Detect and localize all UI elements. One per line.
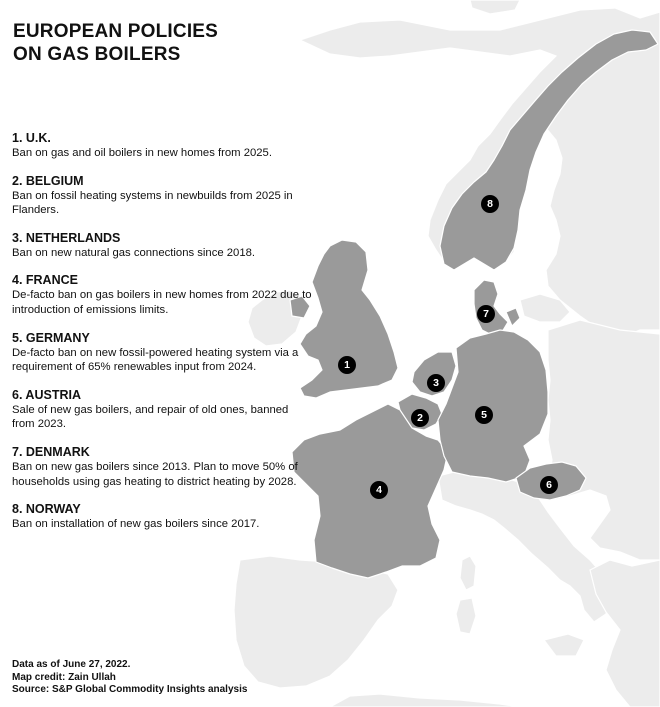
marker-uk: [338, 356, 356, 374]
policy-text: Ban on new gas boilers since 2013. Plan to move 50% of households using gas heating to district heating by 2028.: [12, 460, 298, 488]
footer-notes: [12, 659, 247, 697]
marker-belgium: [411, 409, 429, 427]
policy-name: 8. NORWAY: [12, 502, 81, 517]
source-note: Source: S&P Global Commodity Insights analysis: [12, 684, 248, 695]
svg-text:6: 6: [546, 479, 552, 491]
policy-text: De-facto ban on gas boilers in new homes from 2022 due to introduction of emissions limits.: [12, 289, 312, 316]
policy-name: 4. FRANCE: [12, 273, 78, 288]
svg-text:5: 5: [481, 409, 487, 421]
policy-norway: [12, 502, 312, 532]
policy-text: Ban on gas and oil boilers in new homes from 2025.: [12, 147, 272, 159]
marker-france: [370, 481, 388, 499]
policy-germany: [12, 331, 312, 375]
policy-text: Ban on new natural gas connections since 2018.: [12, 246, 256, 259]
policy-denmark: [12, 445, 312, 489]
policy-name: 2. BELGIUM: [12, 173, 84, 188]
policy-name: 3. NETHERLANDS: [12, 230, 121, 245]
marker-netherlands: [427, 374, 445, 392]
policy-france: [12, 273, 312, 317]
policy-uk: [12, 131, 312, 161]
marker-denmark: [477, 305, 495, 323]
marker-norway: [481, 195, 499, 213]
policy-name: 6. AUSTRIA: [12, 387, 81, 402]
marker-austria: [540, 476, 558, 494]
page-title: [13, 20, 218, 66]
svg-text:2: 2: [417, 412, 423, 424]
policy-text: Sale of new gas boilers, and repair of old ones, banned from 2023.: [12, 403, 289, 431]
policy-name: 1. U.K.: [12, 131, 51, 145]
svg-text:1: 1: [344, 359, 350, 371]
policy-text: Ban on fossil heating systems in newbuilds from 2025 in Flanders.: [12, 189, 293, 217]
policy-belgium: [12, 174, 312, 218]
title-line-1: EUROPEAN POLICIES: [13, 21, 219, 42]
data-date-note: Data as of June 27, 2022.: [12, 659, 131, 670]
svg-text:8: 8: [487, 198, 493, 210]
policy-austria: [12, 388, 312, 432]
svg-text:7: 7: [483, 308, 489, 320]
title-line-2: ON GAS BOILERS: [13, 44, 181, 65]
policy-name: 7. DENMARK: [12, 444, 90, 459]
policy-list: [12, 131, 312, 545]
svg-text:3: 3: [433, 377, 439, 389]
policy-text: De-facto ban on new fossil-powered heating system via a requirement of 65% renewables input from 2024.: [12, 346, 299, 374]
policy-netherlands: [12, 231, 312, 261]
policy-text: Ban on installation of new gas boilers since 2017.: [12, 518, 260, 531]
map-credit: Map credit: Zain Ullah: [12, 671, 116, 683]
marker-germany: [475, 406, 493, 424]
policy-name: 5. GERMANY: [12, 330, 90, 345]
svg-text:4: 4: [376, 484, 382, 496]
